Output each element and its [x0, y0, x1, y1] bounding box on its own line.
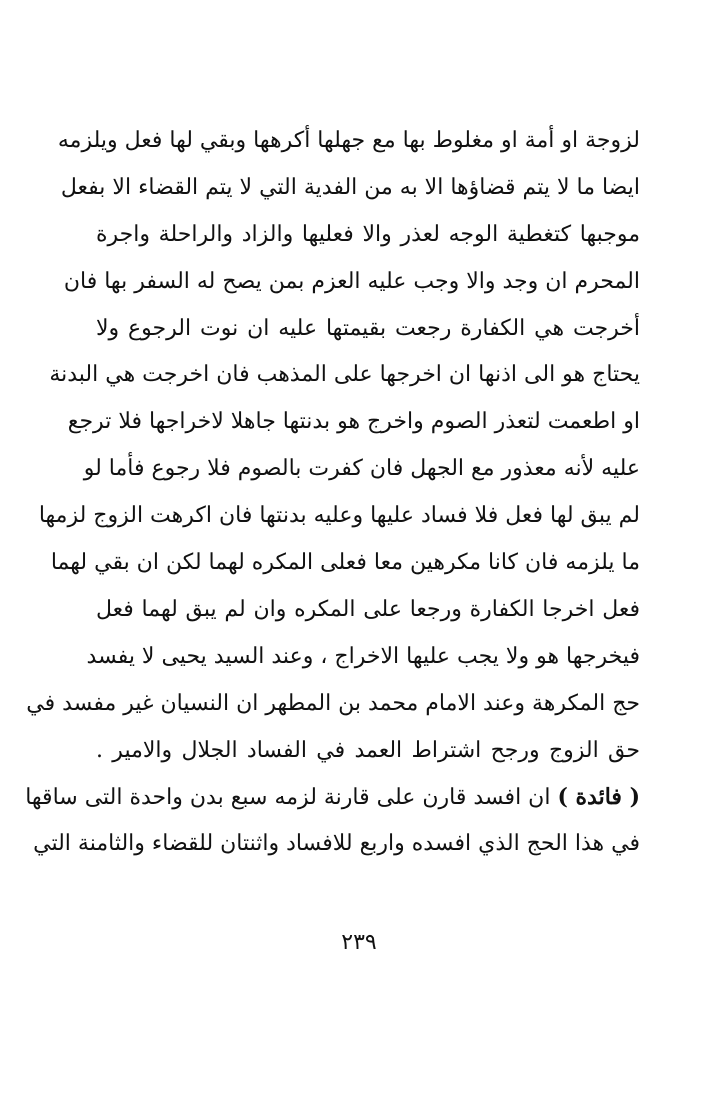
- text-line: المحرم ان وجد والا وجب عليه العزم بمن يصح له السفر بها فان: [63, 268, 640, 294]
- text-line: لم يبق لها فعل فلا فساد عليها وعليه بدنتها فان اكرهت الزوج لزمها: [38, 503, 640, 529]
- note-label: ( فائدة ): [557, 784, 640, 811]
- body-text: [25, 118, 640, 868]
- text-line: او اطعمت لتعذر الصوم واخرج هو بدنتها جاهلا لاخراجها فلا ترجع: [67, 409, 640, 435]
- text-line: يحتاج هو الى اذنها ان اخرجها على المذهب فان اخرجت هي البدنة: [49, 362, 640, 388]
- text-line: ما يلزمه فان كانا مكرهين معا فعلى المكره لهما لكن ان بقي لهما: [50, 550, 640, 576]
- page-number: ٢٣٩: [341, 930, 377, 955]
- text-line: فعل اخرجا الكفارة ورجعا على المكره وان لم يبق لهما فعل: [96, 596, 640, 622]
- text-line: عليه لأنه معذور مع الجهل فان كفرت بالصوم فلا رجوع فأما لو: [83, 456, 640, 482]
- text-line: لزوجة او أمة او مغلوط بها مع جهلها أكرهها وبقي لها فعل ويلزمه: [57, 128, 640, 153]
- text-line: في هذا الحج الذي افسده واربع للافساد واثنتان للقضاء والثامنة التي: [33, 831, 640, 857]
- text-line: حج المكرهة وعند الامام محمد بن المطهر ان النسيان غير مفسد في: [26, 690, 640, 716]
- note-text: ان افسد قارن على قارنة لزمه سبع بدن واحدة التى ساقها: [25, 785, 558, 811]
- text-line: فيخرجها هو ولا يجب عليها الاخراج ، وعند السيد يحيى لا يفسد: [86, 643, 640, 669]
- text-line: موجبها كتغطية الوجه لعذر والا فعليها والزاد والراحلة واجرة: [96, 221, 640, 247]
- text-line: ايضا ما لا يتم قضاؤها الا به من الفدية التي لا يتم القضاء الا بفعل: [60, 174, 640, 200]
- text-line: أخرجت هي الكفارة رجعت بقيمتها عليه ان نوت الرجوع ولا: [96, 315, 640, 341]
- text-line-with-note: [25, 774, 640, 821]
- text-line: حق الزوج ورجح اشتراط العمد في الفساد الجلال والامير .: [96, 737, 640, 763]
